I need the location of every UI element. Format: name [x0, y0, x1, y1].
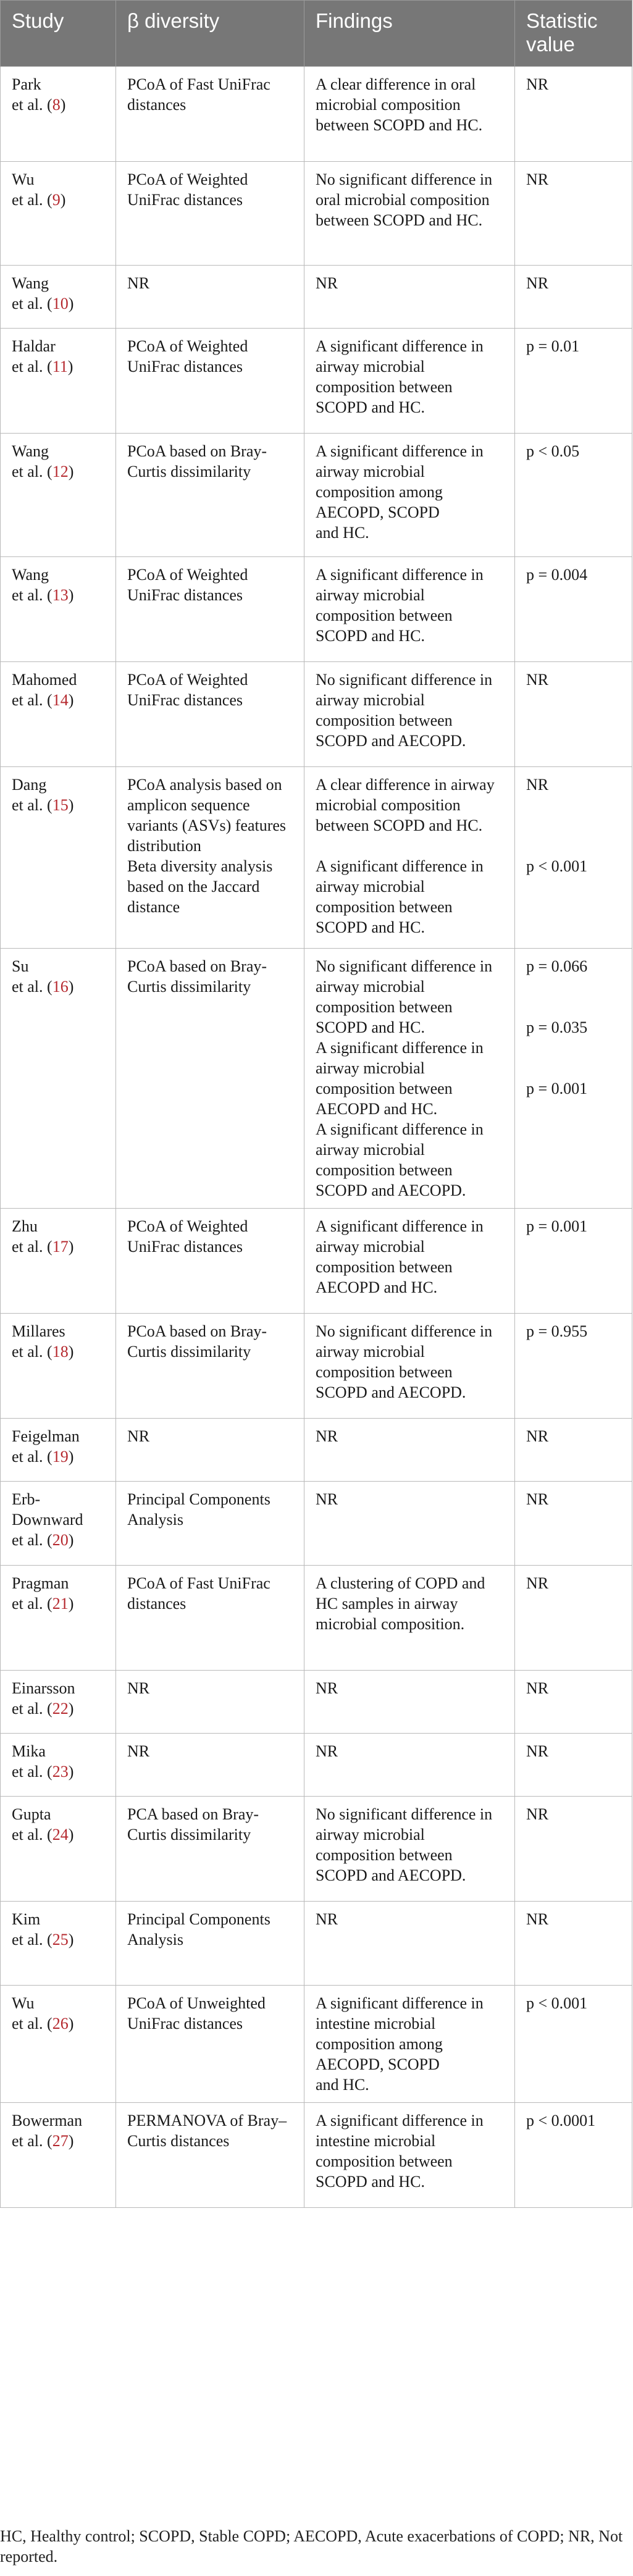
reference-paren: ) — [68, 2132, 74, 2150]
beta-diversity-cell: NR — [116, 1419, 304, 1482]
reference-link[interactable]: 9 — [52, 191, 61, 209]
study-author: Feigelman et al. ( — [12, 1427, 80, 1466]
beta-diversity-cell: PCoA of Weighted UniFrac distances — [116, 329, 304, 434]
study-cell — [1, 2103, 116, 2208]
reference-link[interactable]: 17 — [52, 1238, 69, 1256]
statistic-cell: NR — [515, 1566, 632, 1671]
statistic-cell: p = 0.001 — [515, 1209, 632, 1314]
reference-paren: ) — [68, 1826, 74, 1844]
reference-paren: ) — [68, 295, 74, 313]
statistic-cell: NR — [515, 1482, 632, 1566]
study-author: Wu et al. ( — [12, 170, 52, 209]
reference-link[interactable]: 23 — [52, 1763, 69, 1781]
reference-paren: ) — [68, 691, 74, 709]
statistic-cell: NR — [515, 162, 632, 266]
statistic-cell: NR — [515, 662, 632, 767]
beta-diversity-cell: PCoA of Weighted UniFrac distances — [116, 1209, 304, 1314]
findings-cell: A clustering of COPD and HC samples in airway microbial composition. — [304, 1566, 515, 1671]
reference-paren: ) — [68, 1700, 74, 1718]
study-cell — [1, 1419, 116, 1482]
reference-paren: ) — [68, 2015, 74, 2033]
reference-link[interactable]: 27 — [52, 2132, 69, 2150]
findings-cell: No significant difference in airway microbial composition between SCOPD and AECOPD. — [304, 1314, 515, 1419]
statistic-cell: NR — [515, 67, 632, 162]
study-author: Park et al. ( — [12, 75, 52, 114]
table-row — [1, 1482, 632, 1566]
study-cell — [1, 434, 116, 557]
beta-diversity-cell: PCA based on Bray- Curtis dissimilarity — [116, 1797, 304, 1902]
findings-cell: No significant difference in oral microbial composition between SCOPD and HC. — [304, 162, 515, 266]
study-author: Haldar et al. ( — [12, 337, 56, 375]
study-cell — [1, 557, 116, 662]
table-row — [1, 162, 632, 266]
reference-link[interactable]: 13 — [52, 586, 69, 604]
beta-diversity-cell: Principal Components Analysis — [116, 1482, 304, 1566]
study-author: Wang et al. ( — [12, 274, 52, 313]
statistic-cell: NR — [515, 1902, 632, 1986]
study-author: Zhu et al. ( — [12, 1217, 52, 1256]
study-author: Mahomed et al. ( — [12, 671, 77, 709]
findings-cell: NR — [304, 1902, 515, 1986]
study-author: Bowerman et al. ( — [12, 2112, 83, 2150]
table-row — [1, 266, 632, 329]
reference-link[interactable]: 24 — [52, 1826, 69, 1844]
table-row — [1, 1734, 632, 1797]
study-cell — [1, 162, 116, 266]
study-author: Einarsson et al. ( — [12, 1679, 75, 1718]
reference-link[interactable]: 21 — [52, 1595, 69, 1613]
table-row — [1, 1314, 632, 1419]
table-row — [1, 767, 632, 949]
findings-cell: A significant difference in intestine microbial composition among AECOPD, SCOPD and HC. — [304, 1986, 515, 2103]
study-author: Gupta et al. ( — [12, 1805, 52, 1844]
reference-link[interactable]: 19 — [52, 1448, 69, 1466]
beta-diversity-cell: PCoA of Weighted UniFrac distances — [116, 662, 304, 767]
reference-link[interactable]: 14 — [52, 691, 69, 709]
statistic-cell: p = 0.01 — [515, 329, 632, 434]
study-cell — [1, 1986, 116, 2103]
study-cell — [1, 949, 116, 1209]
study-author: Wang et al. ( — [12, 442, 52, 480]
reference-link[interactable]: 8 — [52, 96, 61, 114]
findings-cell: No significant difference in airway microbial composition between SCOPD and AECOPD. — [304, 1797, 515, 1902]
table-row — [1, 662, 632, 767]
study-author: Su et al. ( — [12, 957, 52, 996]
table-row — [1, 1566, 632, 1671]
findings-cell: A significant difference in intestine microbial composition between SCOPD and HC. — [304, 2103, 515, 2208]
table-row — [1, 1209, 632, 1314]
findings-cell: NR — [304, 1482, 515, 1566]
reference-paren: ) — [60, 191, 66, 209]
study-cell — [1, 67, 116, 162]
reference-link[interactable]: 22 — [52, 1700, 69, 1718]
beta-diversity-cell: PCoA of Weighted UniFrac distances — [116, 557, 304, 662]
study-cell — [1, 1734, 116, 1797]
study-author: Wang et al. ( — [12, 566, 52, 604]
table-row — [1, 1986, 632, 2103]
beta-diversity-cell: PCoA analysis based on amplicon sequence variants (ASVs) features distribution Beta diversity analysis based on the Jaccard distance — [116, 767, 304, 949]
study-author: Pragman et al. ( — [12, 1574, 69, 1613]
study-author: Millares et al. ( — [12, 1322, 65, 1361]
reference-paren: ) — [68, 586, 74, 604]
table-row — [1, 67, 632, 162]
findings-cell: A clear difference in oral microbial composition between SCOPD and HC. — [304, 67, 515, 162]
reference-paren: ) — [68, 1343, 74, 1361]
beta-diversity-cell: NR — [116, 1671, 304, 1734]
header-findings: Findings — [304, 1, 515, 67]
beta-diversity-cell: NR — [116, 1734, 304, 1797]
table-row — [1, 434, 632, 557]
statistic-cell: NR — [515, 1671, 632, 1734]
header-statistic-value: Statistic value — [515, 1, 632, 67]
statistic-cell: NR p < 0.001 — [515, 767, 632, 949]
study-cell — [1, 1902, 116, 1986]
beta-diversity-cell: PCoA based on Bray- Curtis dissimilarity — [116, 434, 304, 557]
findings-cell: A significant difference in airway microbial composition between AECOPD and HC. — [304, 1209, 515, 1314]
reference-paren: ) — [68, 1531, 74, 1549]
reference-paren: ) — [68, 1595, 74, 1613]
reference-link[interactable]: 26 — [52, 2015, 69, 2033]
statistic-cell: NR — [515, 1419, 632, 1482]
reference-paren: ) — [68, 796, 74, 814]
table-row — [1, 949, 632, 1209]
table-row — [1, 1902, 632, 1986]
study-author: Wu et al. ( — [12, 1994, 52, 2033]
table-row — [1, 1797, 632, 1902]
statistic-cell: NR — [515, 1797, 632, 1902]
table-row — [1, 2103, 632, 2208]
statistic-cell: p = 0.066 p = 0.035 p = 0.001 — [515, 949, 632, 1209]
findings-cell: NR — [304, 1671, 515, 1734]
study-cell — [1, 767, 116, 949]
study-cell — [1, 266, 116, 329]
table-row — [1, 1671, 632, 1734]
reference-paren: ) — [60, 96, 66, 114]
reference-paren: ) — [68, 463, 74, 480]
beta-diversity-cell: PCoA of Fast UniFrac distances — [116, 1566, 304, 1671]
beta-diversity-cell: PERMANOVA of Bray– Curtis distances — [116, 2103, 304, 2208]
reference-paren: ) — [68, 1448, 74, 1466]
header-beta-diversity: β diversity — [116, 1, 304, 67]
table-body — [1, 67, 632, 2208]
reference-link[interactable]: 16 — [52, 978, 69, 996]
table-row — [1, 557, 632, 662]
findings-cell: NR — [304, 1734, 515, 1797]
reference-paren: ) — [68, 1763, 74, 1781]
beta-diversity-cell: PCoA based on Bray- Curtis dissimilarity — [116, 949, 304, 1209]
study-author: Erb- Downward et al. ( — [12, 1490, 83, 1549]
beta-diversity-cell: NR — [116, 266, 304, 329]
reference-link[interactable]: 20 — [52, 1531, 69, 1549]
study-author: Mika et al. ( — [12, 1742, 52, 1781]
findings-cell: NR — [304, 1419, 515, 1482]
beta-diversity-cell: PCoA based on Bray- Curtis dissimilarity — [116, 1314, 304, 1419]
statistic-cell: p = 0.004 — [515, 557, 632, 662]
table-row — [1, 329, 632, 434]
beta-diversity-cell: Principal Components Analysis — [116, 1902, 304, 1986]
beta-diversity-cell: PCoA of Fast UniFrac distances — [116, 67, 304, 162]
statistic-cell: p < 0.05 — [515, 434, 632, 557]
findings-cell: No significant difference in airway microbial composition between SCOPD and HC. A significant difference in airway microbial composition between AECOPD and HC. A significant difference in airway microbial composition between SCOPD and AECOPD. — [304, 949, 515, 1209]
statistic-cell: NR — [515, 1734, 632, 1797]
header-study: Study — [1, 1, 116, 67]
study-cell — [1, 662, 116, 767]
beta-diversity-cell: PCoA of Weighted UniFrac distances — [116, 162, 304, 266]
findings-cell: A significant difference in airway microbial composition among AECOPD, SCOPD and HC. — [304, 434, 515, 557]
table-footnote: HC, Healthy control; SCOPD, Stable COPD; AECOPD, Acute exacerbations of COPD; NR, Not reported. — [0, 2527, 623, 2566]
table-row — [1, 1419, 632, 1482]
reference-link[interactable]: 25 — [52, 1931, 69, 1949]
reference-link[interactable]: 12 — [52, 463, 69, 480]
study-cell — [1, 1314, 116, 1419]
reference-link[interactable]: 18 — [52, 1343, 69, 1361]
findings-cell: No significant difference in airway microbial composition between SCOPD and AECOPD. — [304, 662, 515, 767]
findings-cell: A significant difference in airway microbial composition between SCOPD and HC. — [304, 557, 515, 662]
reference-link[interactable]: 10 — [52, 295, 69, 313]
reference-link[interactable]: 11 — [52, 358, 68, 375]
study-author: Dang et al. ( — [12, 776, 52, 814]
reference-paren: ) — [68, 978, 74, 996]
study-cell — [1, 1482, 116, 1566]
study-cell — [1, 1566, 116, 1671]
findings-cell: A significant difference in airway microbial composition between SCOPD and HC. — [304, 329, 515, 434]
reference-link[interactable]: 15 — [52, 796, 69, 814]
study-cell — [1, 1671, 116, 1734]
study-author: Kim et al. ( — [12, 1910, 52, 1949]
findings-cell: A clear difference in airway microbial composition between SCOPD and HC. A significant difference in airway microbial composition between SCOPD and HC. — [304, 767, 515, 949]
study-cell — [1, 329, 116, 434]
statistic-cell: p = 0.955 — [515, 1314, 632, 1419]
statistic-cell: p < 0.0001 — [515, 2103, 632, 2208]
header-row — [1, 1, 632, 67]
findings-cell: NR — [304, 266, 515, 329]
study-cell — [1, 1797, 116, 1902]
reference-paren: ) — [68, 1238, 74, 1256]
statistic-cell: p < 0.001 — [515, 1986, 632, 2103]
beta-diversity-cell: PCoA of Unweighted UniFrac distances — [116, 1986, 304, 2103]
reference-paren: ) — [67, 358, 73, 375]
reference-paren: ) — [68, 1931, 74, 1949]
study-cell — [1, 1209, 116, 1314]
statistic-cell: NR — [515, 266, 632, 329]
